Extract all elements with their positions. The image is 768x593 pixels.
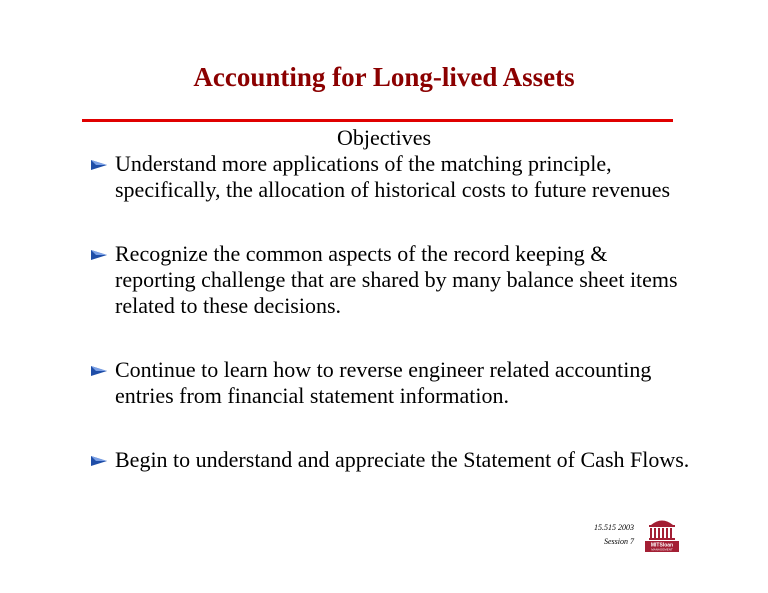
arrow-bullet-icon [90, 249, 108, 261]
logo-name: MITSloan [650, 542, 674, 549]
arrow-bullet-icon [90, 365, 108, 377]
bullet-text: Begin to understand and appreciate the Statement of Cash Flows. [115, 447, 690, 472]
mit-sloan-logo [643, 515, 681, 553]
bullet-item [90, 151, 690, 203]
slide-subtitle: Objectives [336, 125, 432, 150]
slide-title: Accounting for Long-lived Assets [193, 62, 575, 92]
arrow-bullet-icon [90, 455, 108, 467]
logo-subtext: MANAGEMENT [651, 547, 673, 552]
bullet-item [90, 241, 690, 319]
bullet-text: Recognize the common aspects of the record keeping & reporting challenge that are shared by many balance sheet items related to these decisions. [115, 241, 678, 318]
footer-course: 15.515 2003 [594, 523, 634, 532]
bullet-item [90, 357, 690, 409]
bullet-item [90, 447, 690, 473]
bullet-text: Understand more applications of the matching principle, specifically, the allocation of historical costs to future revenues [115, 151, 671, 202]
bullet-text: Continue to learn how to reverse engineer related accounting entries from financial statement information. [115, 357, 652, 408]
title-divider [82, 119, 673, 122]
bullet-list [90, 151, 690, 473]
footer-session: Session 7 [604, 537, 634, 546]
arrow-bullet-icon [90, 159, 108, 171]
mit-sloan-dome-icon [649, 521, 675, 541]
